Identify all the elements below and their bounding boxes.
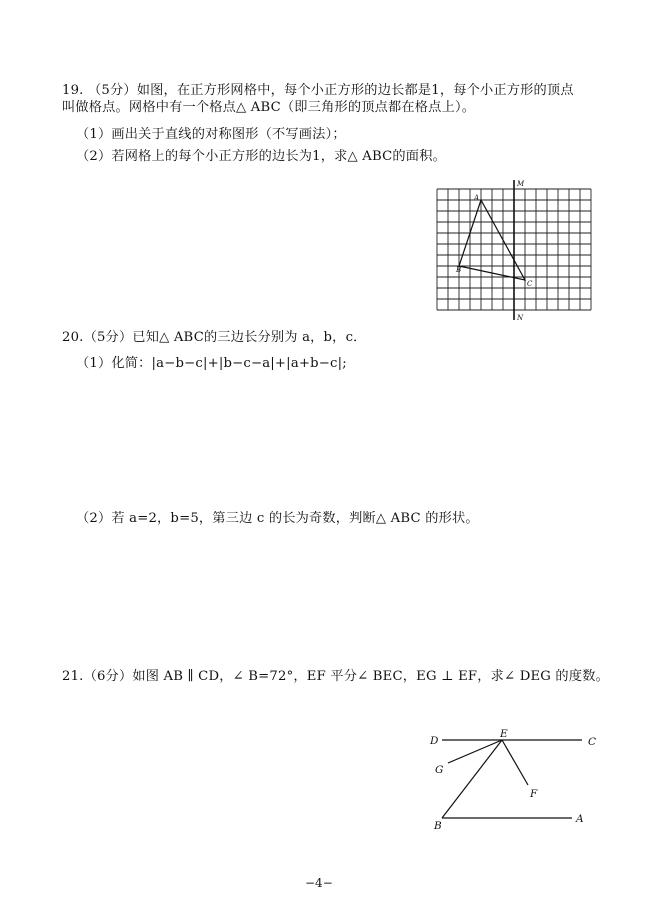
label-e: E xyxy=(500,728,508,740)
segment-ef xyxy=(502,740,528,785)
label-g: G xyxy=(435,764,444,776)
q20-stem: 20.（5分）已知△ ABC的三边长分别为 a，b，c． xyxy=(62,330,367,345)
q20-part2: （2）若 a=2，b=5，第三边 c 的长为奇数，判断△ ABC 的形状。 xyxy=(76,511,479,526)
q21-stem: 21.（6分）如图 AB ∥ CD，∠ B=72°，EF 平分∠ BEC，EG ⊥ EF，求∠ DEG 的度数。 xyxy=(62,669,609,684)
q19-stem-line1: 19. （5分）如图，在正方形网格中，每个小正方形的边长都是1，每个小正方形的顶点 xyxy=(62,83,574,98)
q19-grid-figure xyxy=(430,178,600,328)
segment-be xyxy=(442,740,502,818)
q19-part2: （2）若网格上的每个小正方形的边长为1，求△ ABC的面积。 xyxy=(76,149,446,164)
q19-stem-line2: 叫做格点。网格中有一个格点△ ABC（即三角形的顶点都在格点上）。 xyxy=(62,100,476,115)
label-c2: C xyxy=(588,736,597,748)
label-m: M xyxy=(517,180,525,188)
label-n: N xyxy=(517,314,524,322)
label-d: D xyxy=(430,735,439,747)
label-b: B xyxy=(456,266,462,274)
label-a: A xyxy=(474,194,480,202)
label-c: C xyxy=(527,280,533,288)
q20-part1: （1）化简：|a−b−c|+|b−c−a|+|a+b−c|; xyxy=(76,356,347,371)
label-a2: A xyxy=(576,813,584,825)
q21-parallel-lines-figure xyxy=(420,725,610,835)
label-b2: B xyxy=(434,820,442,832)
label-f: F xyxy=(530,788,538,800)
q19-part1: （1）画出关于直线的对称图形（不写画法）； xyxy=(76,127,346,142)
page-number: −4− xyxy=(305,876,333,890)
